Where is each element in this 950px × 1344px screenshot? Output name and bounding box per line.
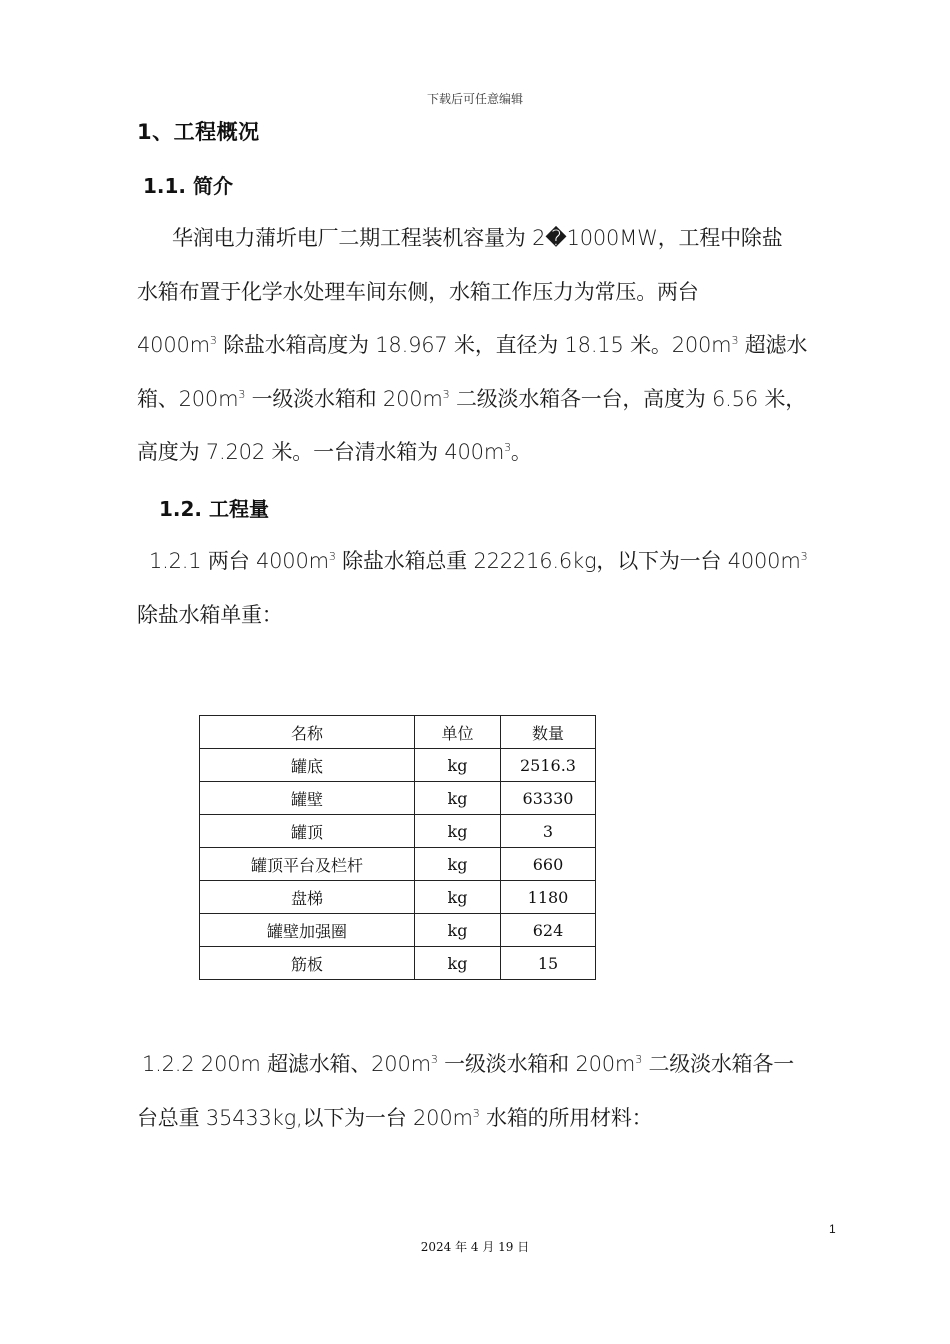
page-header: 下载后可任意编辑 <box>426 92 523 106</box>
cell-name: 罐顶 <box>200 815 415 848</box>
cell-quantity: 660 <box>501 848 596 881</box>
section-heading-overview: 1、工程概况 <box>137 120 260 144</box>
table-row <box>200 848 596 881</box>
cell-unit: kg <box>415 947 501 980</box>
intro-line-5: 高度为 7.202 米。一台清水箱为 $400m^3$。 <box>137 440 532 464</box>
section-heading-quantities: 1.2. 工程量 <box>159 497 269 521</box>
table-row <box>200 914 596 947</box>
cell-unit: kg <box>415 848 501 881</box>
paragraph-1-2-1 <box>137 535 837 642</box>
paragraph-1-2-2-line-1: 1.2.2 200m 超滤水箱、$200m^3$ 一级淡水箱和 $200m^3$ 二级淡水箱各一 <box>142 1052 795 1076</box>
intro-paragraph <box>137 212 837 480</box>
intro-line-2: 水箱布置于化学水处理车间东侧，水箱工作压力为常压。两台 <box>137 279 699 304</box>
cell-quantity: 2516.3 <box>501 749 596 782</box>
column-header-quantity: 数量 <box>501 716 596 749</box>
intro-line-1: 华润电力蒲圻电厂二期工程装机容量为 2�1000MW，工程中除盐 <box>172 226 783 250</box>
paragraph-1-2-1-line-1: 1.2.1 两台 $4000m^3$ 除盐水箱总重 222216.6kg，以下为一台 $4000m^3$ <box>149 549 808 573</box>
page-footer-date: 2024 年 4 月 19 日 <box>420 1240 530 1254</box>
cell-name: 罐壁 <box>200 782 415 815</box>
cell-unit: kg <box>415 782 501 815</box>
paragraph-1-2-2-line-2: 台总重 35433kg,以下为一台 $200m^3$ 水箱的所用材料： <box>137 1105 653 1130</box>
cell-unit: kg <box>415 815 501 848</box>
cell-name: 罐底 <box>200 749 415 782</box>
column-header-name: 名称 <box>200 716 415 749</box>
intro-line-3: $4000m^3$ 除盐水箱高度为 18.967 米，直径为 18.15 米。$200m^3$ 超滤水 <box>137 333 808 357</box>
weight-table <box>199 715 596 980</box>
cell-unit: kg <box>415 914 501 947</box>
cell-quantity: 624 <box>501 914 596 947</box>
cell-quantity: 3 <box>501 815 596 848</box>
table-row <box>200 947 596 980</box>
cell-name: 筋板 <box>200 947 415 980</box>
cell-name: 罐壁加强圈 <box>200 914 415 947</box>
cell-unit: kg <box>415 749 501 782</box>
page-number: 1 <box>829 1222 836 1236</box>
table-row <box>200 815 596 848</box>
section-heading-intro: 1.1. 简介 <box>143 174 233 198</box>
table-row <box>200 881 596 914</box>
table-row <box>200 782 596 815</box>
cell-name: 罐顶平台及栏杆 <box>200 848 415 881</box>
cell-quantity: 15 <box>501 947 596 980</box>
table-header-row <box>200 716 596 749</box>
cell-unit: kg <box>415 881 501 914</box>
cell-quantity: 1180 <box>501 881 596 914</box>
paragraph-1-2-2 <box>137 1038 837 1145</box>
cell-name: 盘梯 <box>200 881 415 914</box>
column-header-unit: 单位 <box>415 716 501 749</box>
intro-line-4: 箱、$200m^3$ 一级淡水箱和 $200m^3$ 二级淡水箱各一台，高度为 6.56 米， <box>137 386 807 411</box>
table-row <box>200 749 596 782</box>
cell-quantity: 63330 <box>501 782 596 815</box>
paragraph-1-2-1-line-2: 除盐水箱单重： <box>137 602 283 627</box>
